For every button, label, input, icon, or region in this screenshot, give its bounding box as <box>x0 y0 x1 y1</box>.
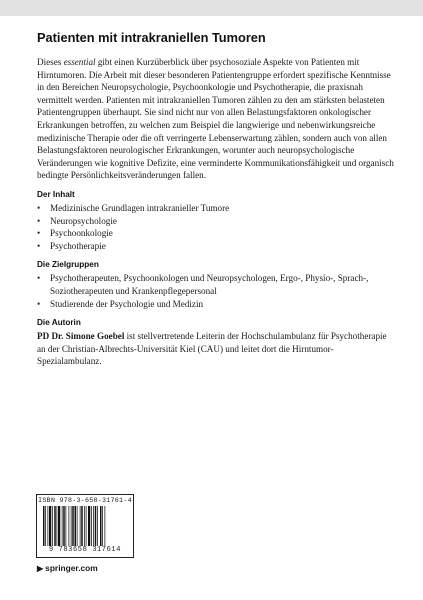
barcode-bar <box>102 506 103 546</box>
barcode-bar <box>71 506 72 546</box>
page-title: Patienten mit intrakraniellen Tumoren <box>37 30 266 45</box>
intro-prefix: Dieses <box>37 57 64 67</box>
barcode-bar <box>72 506 74 546</box>
list-item-text: Studierende der Psychologie und Medizin <box>50 298 204 309</box>
inhalt-heading: Der Inhalt <box>37 189 75 199</box>
isbn-label: ISBN 978-3-658-31761-4 <box>38 497 132 504</box>
autorin-heading: Die Autorin <box>37 318 81 328</box>
bullet-icon: • <box>37 215 41 226</box>
barcode-bar <box>57 506 58 546</box>
barcode-bar <box>88 506 90 546</box>
barcode-bar <box>91 506 92 546</box>
list-item-text: Neuropsychologie <box>50 215 117 226</box>
bullet-icon: • <box>37 273 41 284</box>
bullet-icon: • <box>37 228 41 239</box>
barcode-bar <box>52 506 53 546</box>
barcode-bar <box>69 506 70 546</box>
barcode-bar <box>48 506 49 546</box>
list-item-text: Psychoonkologie <box>50 228 113 239</box>
barcode-bar <box>54 506 56 546</box>
barcode-bar <box>93 506 94 546</box>
list-item-text: Medizinische Grundlagen intrakranieller Tumore <box>50 202 230 213</box>
list-item <box>37 272 397 297</box>
top-gray-band <box>0 0 423 16</box>
isbn-barcode <box>36 494 134 558</box>
zielgruppen-list <box>37 272 397 310</box>
barcode-bars <box>43 506 127 546</box>
author-name: PD Dr. Simone Goebel <box>37 331 125 342</box>
inhalt-list <box>37 202 397 252</box>
barcode-bar <box>58 506 60 546</box>
footer-link[interactable] <box>37 563 98 573</box>
autorin-paragraph <box>37 330 397 368</box>
author-bio: ist stellvertretende Leiterin der Hochschulambulanz für Psychotherapie an der Christian-Albrechts-Universität Kiel (CAU) und leitet dort die Hirntumor-Spezialambulanz. <box>37 331 387 367</box>
bullet-icon: • <box>37 298 41 309</box>
bullet-icon: • <box>37 240 41 251</box>
barcode-bar <box>81 506 83 546</box>
zielgruppen-heading: Die Zielgruppen <box>37 260 99 270</box>
barcode-bar <box>49 506 51 546</box>
intro-emphasis: essential <box>63 57 96 67</box>
content-area <box>37 30 397 368</box>
barcode-bar <box>43 506 45 546</box>
barcode-bar <box>75 506 77 546</box>
barcode-bar <box>105 506 106 546</box>
barcode-bar <box>62 506 63 546</box>
barcode-bar <box>84 506 85 546</box>
barcode-bar <box>86 506 87 546</box>
list-item <box>37 240 397 253</box>
list-item-text: Psychotherapeuten, Psychoonkologen und Neuropsychologen, Ergo-, Physio-, Sprach-, Soziotherapeuten und Krankenpflegepersonal <box>50 273 369 296</box>
triangle-right-icon: ▶ <box>37 564 44 573</box>
barcode-bar <box>63 506 65 546</box>
publisher-url[interactable]: springer.com <box>45 563 98 573</box>
intro-paragraph <box>37 56 397 182</box>
list-item <box>37 227 397 240</box>
bullet-icon: • <box>37 202 41 213</box>
barcode-bar <box>45 506 46 546</box>
list-item <box>37 298 397 311</box>
intro-text: gibt einen Kurzüberblick über psychosoziale Aspekte von Patienten mit Hirntumoren. Die Arbeit mit dieser besonderen Patientengruppe erfordert spezifische Kenntnisse in den Bereichen Neuropsychologie, Psychoonkologie und Psychotherapie, die praxisnah vermittelt werden. Patienten mit intrakraniellen Tumoren zählen zu den am stärksten belasteten Patientengruppen überhaupt. Sie sind nicht nur von allen Belastungsfaktoren onkologischer Erkrankungen betroffen, zu welchen zum Beispiel die langwierige und nebenwirkungsreiche medizinische Therapie oder die oft verringerte Lebenserwartung zählen, sondern auch von allen Belastungsfaktoren neurologischer Erkrankungen, worunter auch neuropsychologische Veränderungen wie kognitive Defizite, eine verminderte Kommunikationsfähigkeit und organisch bedingte Persönlichkeitsveränderungen fallen. <box>37 57 394 181</box>
barcode-bar <box>97 506 98 546</box>
list-item <box>37 215 397 228</box>
barcode-bar <box>80 506 81 546</box>
barcode-bar <box>100 506 102 546</box>
barcode-bar <box>77 506 78 546</box>
barcode-bar <box>95 506 97 546</box>
barcode-digits: 9 783658 317614 <box>48 546 121 554</box>
list-item <box>37 202 397 215</box>
list-item-text: Psychotherapie <box>50 240 106 251</box>
barcode-bar <box>66 506 67 546</box>
